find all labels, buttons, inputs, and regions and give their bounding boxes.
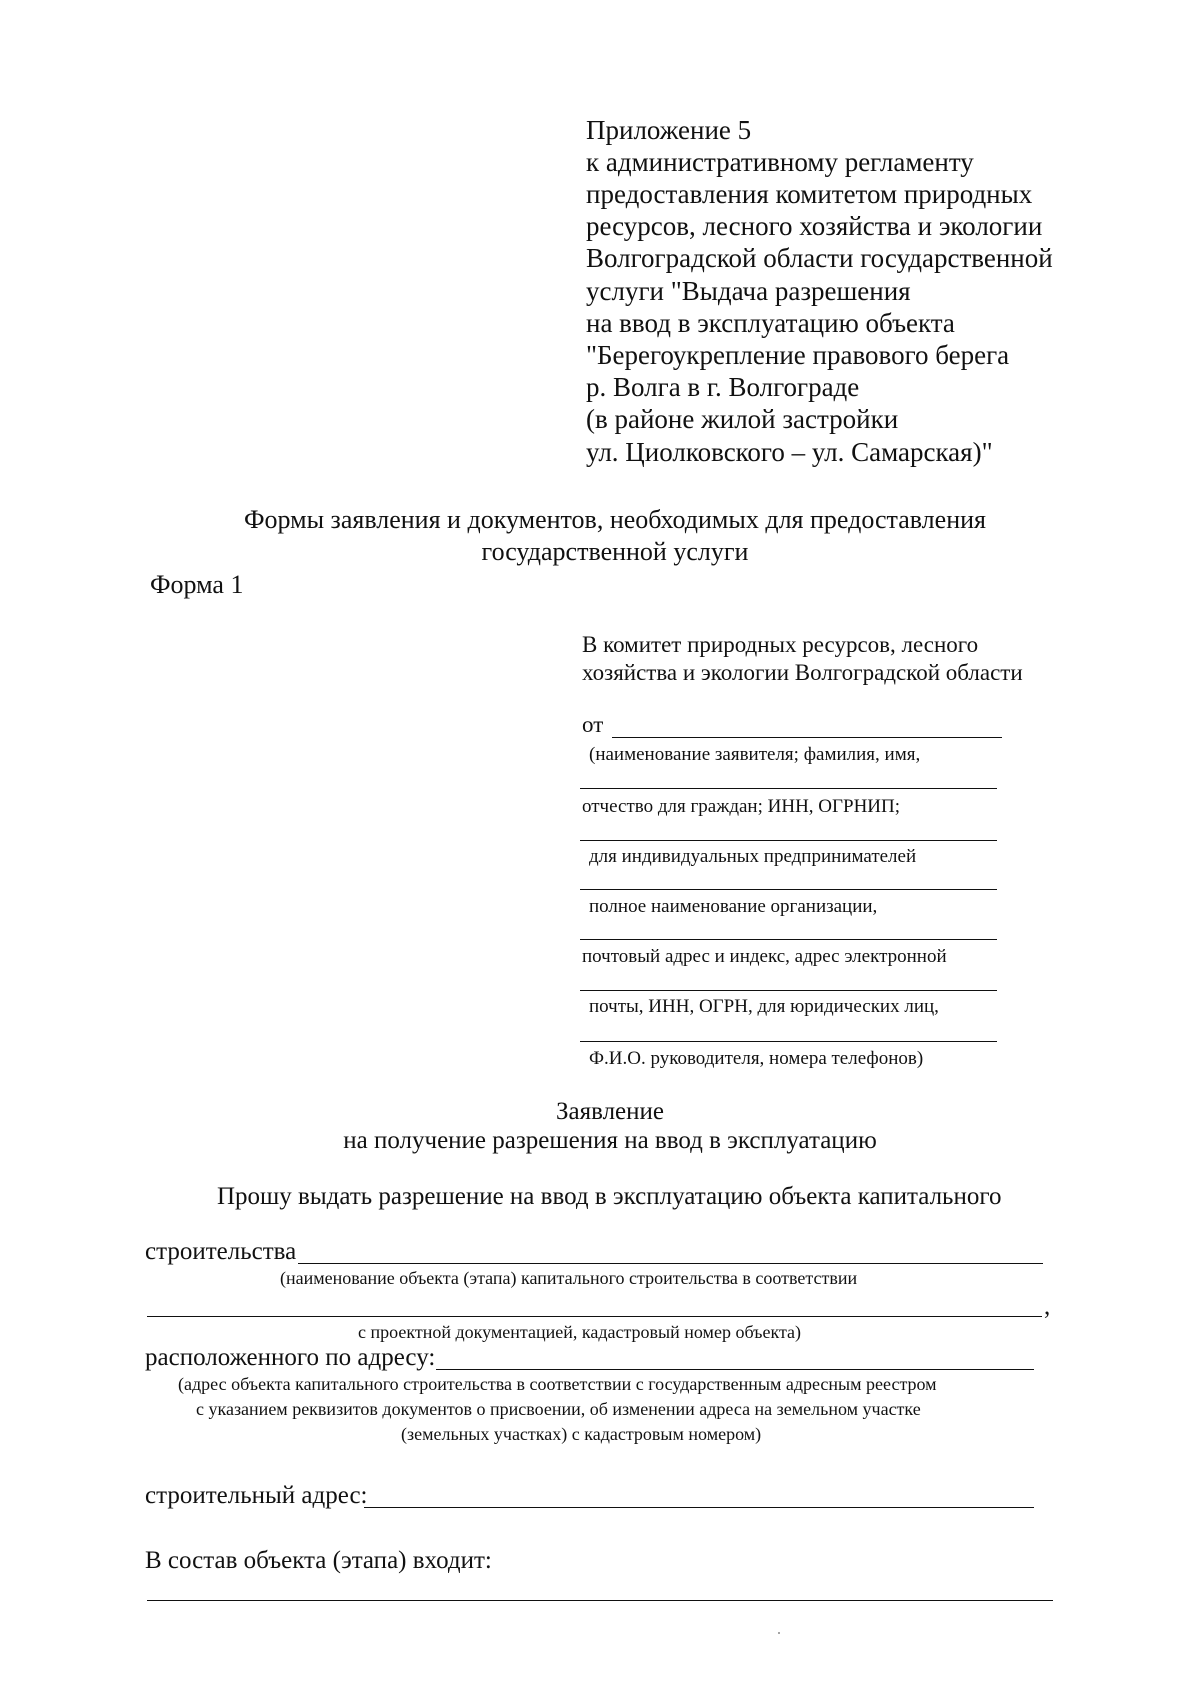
appendix-line: ресурсов, лесного хозяйства и экологии: [586, 211, 1043, 241]
appendix-line: "Берегоукрепление правового берега: [586, 340, 1010, 370]
appendix-line: услуги "Выдача разрешения: [586, 276, 911, 306]
appendix-line: р. Волга в г. Волгограде: [586, 372, 860, 402]
statement-title: Заявление: [555, 1098, 665, 1125]
appendix-line: (в районе жилой застройки: [586, 404, 899, 434]
addressee-line1: В комитет природных ресурсов, лесного: [582, 632, 979, 657]
applicant-caption: полное наименование организации,: [589, 896, 878, 917]
applicant-field-line[interactable]: [580, 1041, 997, 1042]
applicant-field-line[interactable]: [612, 737, 1002, 738]
appendix-line: Приложение 5: [586, 115, 752, 145]
forms-heading-line2: государственной услуги: [481, 537, 749, 566]
build-address-field[interactable]: [364, 1507, 1034, 1508]
applicant-caption: почтовый адрес и индекс, адрес электронной: [582, 946, 947, 967]
form-label: Форма 1: [150, 570, 244, 599]
addressee-line2: хозяйства и экологии Волгоградской области: [582, 660, 1023, 685]
applicant-field-line[interactable]: [580, 788, 997, 789]
appendix-line: к административному регламенту: [586, 147, 974, 177]
from-label: от: [582, 712, 604, 737]
applicant-caption: для индивидуальных предпринимателей: [589, 846, 917, 867]
address-caption2: с указанием реквизитов документов о присвоении, об изменении адреса на земельном участке: [196, 1399, 921, 1419]
applicant-field-line[interactable]: [580, 939, 997, 940]
comma: ,: [1044, 1293, 1051, 1320]
statement-subtitle: на получение разрешения на ввод в эксплуатацию: [343, 1127, 877, 1154]
applicant-field-line[interactable]: [580, 990, 997, 991]
applicant-caption: почты, ИНН, ОГРН, для юридических лиц,: [589, 996, 939, 1017]
applicant-caption: (наименование заявителя; фамилия, имя,: [589, 744, 921, 765]
appendix-line: предоставления комитетом природных: [586, 179, 1033, 209]
applicant-caption: отчество для граждан; ИНН, ОГРНИП;: [582, 796, 901, 817]
applicant-caption: Ф.И.О. руководителя, номера телефонов): [589, 1048, 924, 1069]
applicant-field-line[interactable]: [580, 840, 997, 841]
construction-caption2: с проектной документацией, кадастровый номер объекта): [358, 1322, 802, 1342]
applicant-field-line[interactable]: [580, 889, 997, 890]
scan-speck: [778, 1632, 780, 1634]
appendix-line: на ввод в эксплуатацию объекта: [586, 308, 955, 338]
composition-label: В состав объекта (этапа) входит:: [145, 1547, 492, 1574]
construction-label: строительства: [145, 1238, 297, 1265]
construction-name-field2[interactable]: [147, 1316, 1042, 1317]
construction-name-field[interactable]: [298, 1263, 1043, 1264]
appendix-line: Волгоградской области государственной: [586, 243, 1053, 273]
address-field[interactable]: [436, 1369, 1034, 1370]
construction-caption1: (наименование объекта (этапа) капитального строительства в соответствии: [280, 1268, 858, 1288]
address-caption3: (земельных участках) с кадастровым номером): [401, 1424, 762, 1444]
composition-field[interactable]: [147, 1600, 1053, 1601]
appendix-line: ул. Циолковского – ул. Самарская)": [586, 437, 993, 467]
build-address-label: строительный адрес:: [145, 1482, 368, 1509]
request-text: Прошу выдать разрешение на ввод в эксплуатацию объекта капитального: [217, 1183, 1002, 1210]
address-caption1: (адрес объекта капитального строительства в соответствии с государственным адресным реестром: [178, 1374, 937, 1394]
forms-heading-line1: Формы заявления и документов, необходимых для предоставления: [243, 505, 986, 534]
located-label: расположенного по адресу:: [145, 1344, 436, 1371]
